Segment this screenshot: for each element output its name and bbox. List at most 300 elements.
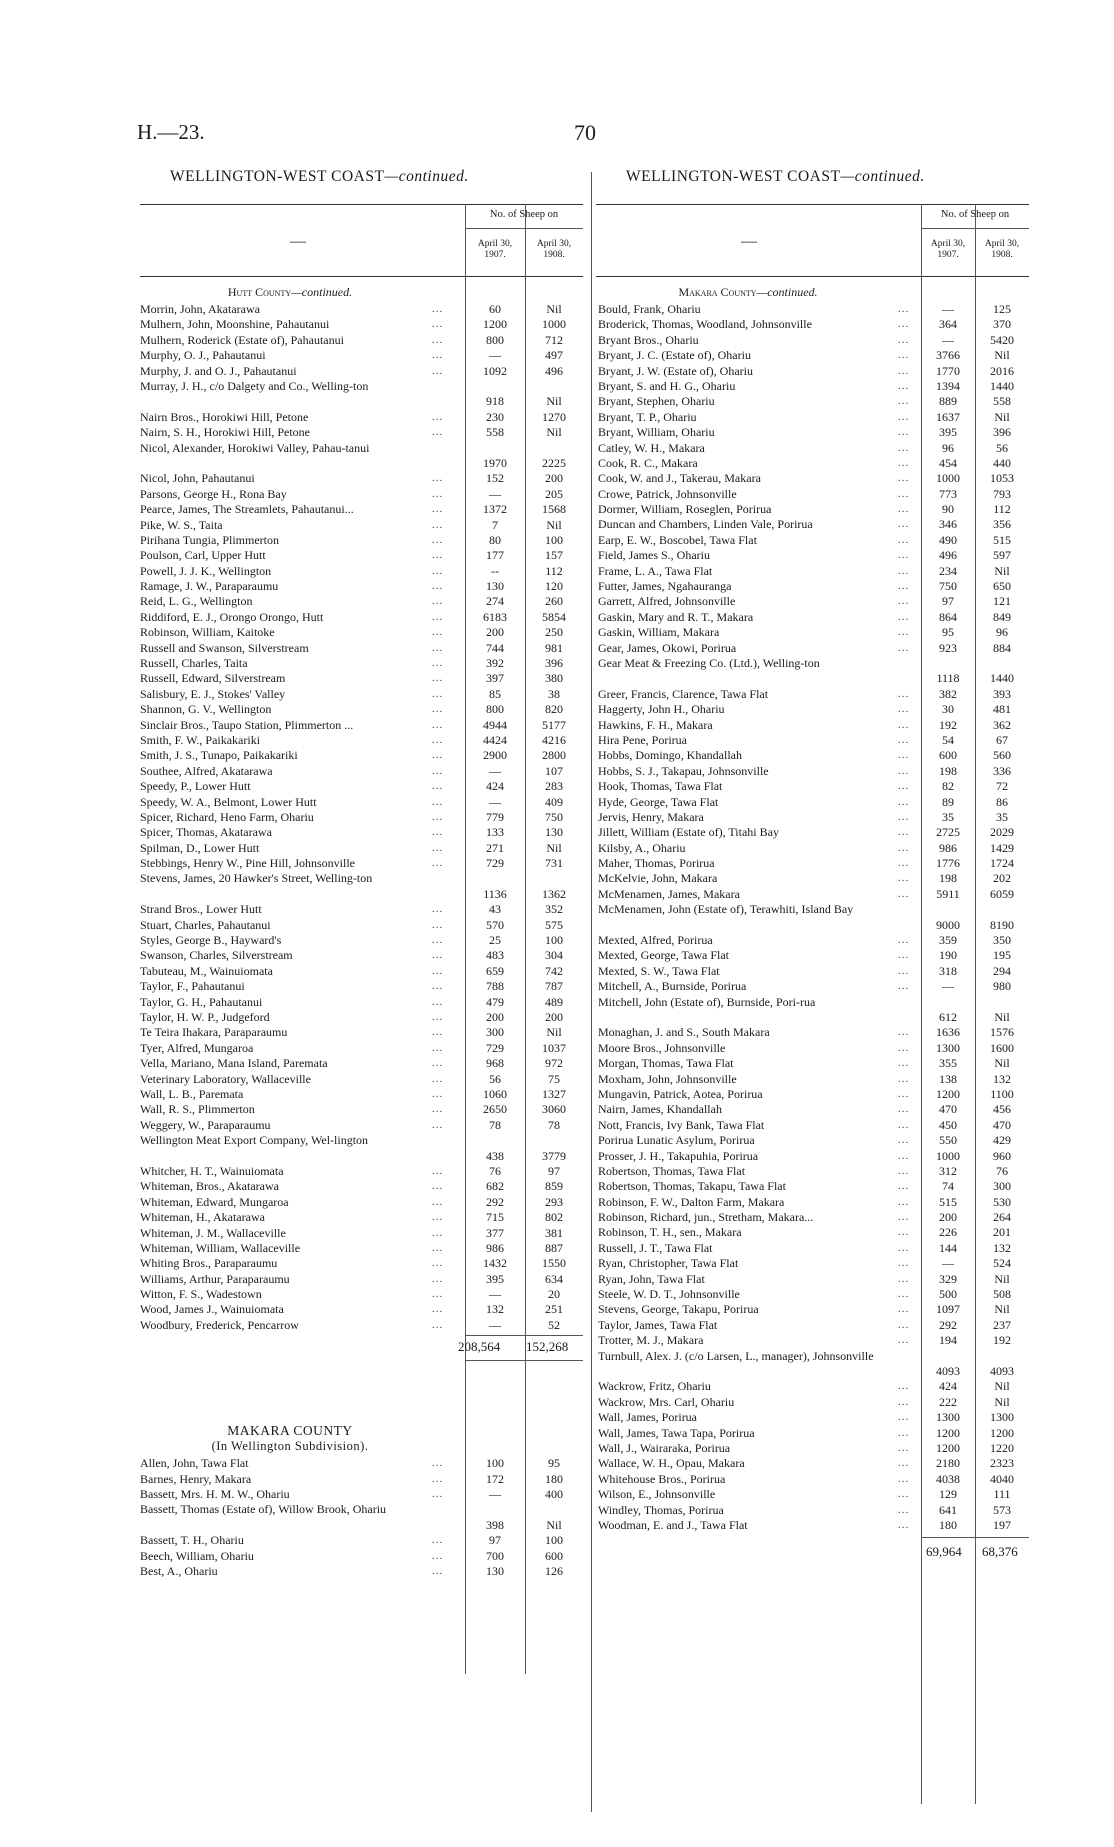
value-1908: 100 bbox=[545, 1533, 563, 1548]
value-1908: 3779 bbox=[542, 1148, 566, 1163]
value-1907: 4038 bbox=[936, 1471, 960, 1486]
value-1908: 558 bbox=[993, 394, 1011, 409]
leader-dots: ... bbox=[432, 303, 444, 315]
table-row bbox=[140, 502, 583, 517]
leader-dots: ... bbox=[898, 1380, 910, 1393]
value-1907: 56 bbox=[489, 1071, 501, 1086]
makara-total-row bbox=[598, 1538, 1029, 1558]
value-1908: 192 bbox=[993, 1333, 1011, 1348]
row-name: Whitcher, H. T., Wainuiomata bbox=[140, 1163, 284, 1178]
value-1907: 364 bbox=[939, 317, 957, 332]
table-row bbox=[598, 656, 1029, 687]
value-1907: 194 bbox=[939, 1333, 957, 1348]
row-name: McKelvie, John, Makara bbox=[598, 871, 718, 886]
row-name: Spicer, Richard, Heno Farm, Ohariu bbox=[140, 809, 314, 824]
value-1908: 8190 bbox=[990, 917, 1014, 932]
value-1907: 133 bbox=[486, 825, 504, 840]
row-name: Powell, J. J. K., Wellington bbox=[140, 563, 272, 578]
table-row bbox=[598, 1318, 1029, 1333]
table-row bbox=[598, 564, 1029, 579]
value-1908: 960 bbox=[993, 1148, 1011, 1163]
table-row bbox=[598, 1441, 1029, 1456]
value-1907: 312 bbox=[939, 1163, 957, 1178]
value-1907: 152 bbox=[486, 471, 504, 486]
table-row bbox=[598, 871, 1029, 886]
value-1908: Nil bbox=[994, 1394, 1010, 1409]
leader-dots: ... bbox=[432, 764, 444, 777]
leader-dots: ... bbox=[898, 810, 910, 823]
right-header-blank-dash: — bbox=[741, 233, 757, 250]
value-1908: 2029 bbox=[990, 825, 1014, 840]
value-1908: 120 bbox=[545, 579, 563, 594]
table-row bbox=[598, 1133, 1029, 1148]
table-row bbox=[598, 1487, 1029, 1502]
row-name: Nott, Francis, Ivy Bank, Tawa Flat bbox=[598, 1117, 765, 1132]
row-name: Wackrow, Fritz, Ohariu bbox=[598, 1379, 711, 1394]
row-name: Robinson, Richard, jun., Stretham, Makara... bbox=[598, 1210, 814, 1225]
leader-dots: ... bbox=[898, 1303, 910, 1316]
table-row bbox=[140, 656, 583, 671]
leader-dots: ... bbox=[432, 564, 444, 577]
row-name: Ryan, Christopher, Tawa Flat bbox=[598, 1256, 739, 1271]
value-1907: 1970 bbox=[483, 455, 507, 470]
value-1908: 573 bbox=[993, 1502, 1011, 1517]
row-name: Earp, E. W., Boscobel, Tawa Flat bbox=[598, 532, 757, 547]
value-1907: 424 bbox=[486, 779, 504, 794]
leader-dots: ... bbox=[432, 1226, 444, 1239]
table-row bbox=[140, 1133, 583, 1164]
leader-dots: ... bbox=[898, 733, 910, 746]
table-row bbox=[140, 1241, 583, 1256]
value-1908: 1550 bbox=[542, 1256, 566, 1271]
document-reference: H.—23. bbox=[137, 120, 205, 144]
table-row bbox=[598, 933, 1029, 948]
value-1907: — bbox=[489, 348, 501, 363]
table-row bbox=[140, 1164, 583, 1179]
table-row bbox=[140, 579, 583, 594]
value-1907: 382 bbox=[939, 686, 957, 701]
row-name: Shannon, G. V., Wellington bbox=[140, 702, 272, 717]
value-1908: 97 bbox=[548, 1163, 560, 1178]
value-1907: 25 bbox=[489, 933, 501, 948]
leader-dots: ... bbox=[898, 1488, 910, 1501]
hutt-county-rows bbox=[140, 302, 583, 1333]
leader-dots: ... bbox=[898, 1072, 910, 1085]
value-1907: 1060 bbox=[483, 1086, 507, 1101]
table-row bbox=[598, 1272, 1029, 1287]
value-1908: 56 bbox=[996, 440, 1008, 455]
value-1908: 100 bbox=[545, 532, 563, 547]
value-1908: 157 bbox=[545, 548, 563, 563]
row-name: Frame, L. A., Tawa Flat bbox=[598, 563, 713, 578]
row-name: Bassett, Thomas (Estate of), Willow Brook, Ohariu bbox=[140, 1502, 387, 1517]
row-name: Hobbs, Domingo, Khandallah bbox=[598, 748, 742, 763]
row-name: Spilman, D., Lower Hutt bbox=[140, 840, 260, 855]
table-row bbox=[598, 764, 1029, 779]
leader-dots: ... bbox=[898, 1087, 910, 1100]
value-1908: 400 bbox=[545, 1487, 563, 1502]
value-1907: 300 bbox=[486, 1025, 504, 1040]
value-1908: 4040 bbox=[990, 1471, 1014, 1486]
value-1908: Nil bbox=[546, 394, 562, 409]
table-row bbox=[140, 1102, 583, 1117]
value-1907: 30 bbox=[942, 702, 954, 717]
value-1907: 85 bbox=[489, 686, 501, 701]
value-1907: 392 bbox=[486, 656, 504, 671]
row-name: Nicol, John, Pahautanui bbox=[140, 471, 255, 486]
leader-dots: ... bbox=[432, 1011, 444, 1024]
value-1907: 1372 bbox=[483, 502, 507, 517]
value-1908: 981 bbox=[545, 640, 563, 655]
table-row bbox=[598, 333, 1029, 348]
row-name: Whiteman, J. M., Wallaceville bbox=[140, 1225, 286, 1240]
table-row bbox=[598, 410, 1029, 425]
leader-dots: ... bbox=[898, 1257, 910, 1270]
table-row bbox=[140, 1287, 583, 1302]
value-1908: 260 bbox=[545, 594, 563, 609]
table-row bbox=[598, 348, 1029, 363]
leader-dots: ... bbox=[432, 964, 444, 977]
row-name: Turnbull, Alex. J. (c/o Larsen, L., manager), Johnsonville bbox=[598, 1348, 874, 1363]
row-name: Russell and Swanson, Silverstream bbox=[140, 640, 309, 655]
value-1907: 397 bbox=[486, 671, 504, 686]
leader-dots: ... bbox=[432, 795, 444, 808]
value-1907: 729 bbox=[486, 856, 504, 871]
leader-dots: ... bbox=[432, 349, 444, 362]
value-1907: 744 bbox=[486, 640, 504, 655]
left-title-main: WELLINGTON-WEST COAST bbox=[170, 168, 385, 185]
row-name: Hyde, George, Tawa Flat bbox=[598, 794, 719, 809]
leader-dots: ... bbox=[432, 934, 444, 947]
leader-dots: ... bbox=[898, 1241, 910, 1254]
value-1907: — bbox=[489, 763, 501, 778]
table-row bbox=[140, 548, 583, 563]
value-1907: 359 bbox=[939, 933, 957, 948]
section-makara-continued: —continued. bbox=[756, 285, 818, 299]
table-row bbox=[140, 518, 583, 533]
table-row bbox=[140, 410, 583, 425]
row-name: Wilson, E., Johnsonville bbox=[598, 1487, 716, 1502]
table-row bbox=[598, 1087, 1029, 1102]
leader-dots: ... bbox=[898, 1195, 910, 1208]
value-1908: 200 bbox=[545, 471, 563, 486]
left-header-blank-dash: — bbox=[290, 233, 306, 250]
value-1907: 198 bbox=[939, 763, 957, 778]
value-1907: 226 bbox=[939, 1225, 957, 1240]
table-row bbox=[598, 1379, 1029, 1394]
table-row bbox=[140, 1256, 583, 1271]
table-row bbox=[140, 1472, 583, 1487]
value-1907: 570 bbox=[486, 917, 504, 932]
value-1907: 90 bbox=[942, 502, 954, 517]
table-row bbox=[140, 1025, 583, 1040]
row-name: Stebbings, Henry W., Pine Hill, Johnsonville bbox=[140, 856, 356, 871]
table-row bbox=[598, 1256, 1029, 1271]
value-1908: 125 bbox=[993, 302, 1011, 316]
value-1908: 409 bbox=[545, 794, 563, 809]
value-1908: 112 bbox=[545, 563, 563, 578]
hutt-total-row bbox=[140, 1336, 583, 1356]
value-1907: 395 bbox=[939, 425, 957, 440]
row-name: Hobbs, S. J., Takapau, Johnsonville bbox=[598, 763, 769, 778]
row-name: Wellington Meat Export Company, Wel-lington bbox=[140, 1133, 369, 1148]
leader-dots: ... bbox=[432, 1195, 444, 1208]
table-row bbox=[140, 1210, 583, 1225]
value-1908: 304 bbox=[545, 948, 563, 963]
row-name: Salisbury, E. J., Stokes' Valley bbox=[140, 686, 286, 701]
table-row bbox=[140, 1487, 583, 1502]
row-name: Morrin, John, Akatarawa bbox=[140, 302, 260, 316]
leader-dots: ... bbox=[898, 426, 910, 439]
value-1908: 1440 bbox=[990, 671, 1014, 686]
table-row bbox=[140, 348, 583, 363]
leader-dots: ... bbox=[432, 1257, 444, 1270]
value-1907: 89 bbox=[942, 794, 954, 809]
value-1907: 1000 bbox=[936, 1148, 960, 1163]
row-name: Riddiford, E. J., Orongo Orongo, Hutt bbox=[140, 609, 324, 624]
value-1908: 205 bbox=[545, 486, 563, 501]
table-row bbox=[140, 594, 583, 609]
value-1907: 4093 bbox=[936, 1364, 960, 1378]
value-1908: 96 bbox=[996, 625, 1008, 640]
value-1908: 294 bbox=[993, 963, 1011, 978]
value-1908: 1100 bbox=[990, 1086, 1014, 1101]
row-name: Bryant, Stephen, Ohariu bbox=[598, 394, 715, 409]
value-1908: 650 bbox=[993, 579, 1011, 594]
table-row bbox=[598, 1349, 1029, 1380]
value-1907: 78 bbox=[489, 1117, 501, 1132]
value-1907: 500 bbox=[939, 1287, 957, 1302]
value-1908: Nil bbox=[546, 1025, 562, 1040]
value-1908: 972 bbox=[545, 1056, 563, 1071]
value-1907: 715 bbox=[486, 1210, 504, 1225]
table-row bbox=[140, 1118, 583, 1133]
value-1907: 1200 bbox=[936, 1086, 960, 1101]
leader-dots: ... bbox=[898, 518, 910, 531]
value-1908: 107 bbox=[545, 763, 563, 778]
value-1908: 237 bbox=[993, 1317, 1011, 1332]
value-1908: Nil bbox=[546, 840, 562, 855]
table-row bbox=[140, 1456, 583, 1471]
makara-total-1908: 68,376 bbox=[982, 1544, 1018, 1560]
value-1907: 1118 bbox=[936, 671, 960, 686]
table-row bbox=[598, 810, 1029, 825]
left-rows bbox=[140, 285, 583, 1579]
row-name: Bryant, William, Ohariu bbox=[598, 425, 715, 440]
row-name: Whiteman, Bros., Akatarawa bbox=[140, 1179, 279, 1194]
row-name: Bryant Bros., Ohariu bbox=[598, 332, 699, 347]
value-1907: -- bbox=[491, 563, 499, 578]
row-name: Monaghan, J. and S., South Makara bbox=[598, 1025, 770, 1040]
value-1908: 202 bbox=[993, 871, 1011, 886]
row-name: Woodbury, Frederick, Pencarrow bbox=[140, 1317, 299, 1332]
row-name: Gear, James, Okowi, Porirua bbox=[598, 640, 737, 655]
value-1907: 800 bbox=[486, 702, 504, 717]
value-1907: 35 bbox=[942, 809, 954, 824]
row-name: Bryant, T. P., Ohariu bbox=[598, 409, 697, 424]
value-1908: 793 bbox=[993, 486, 1011, 501]
value-1908: 4216 bbox=[542, 732, 566, 747]
leader-dots: ... bbox=[898, 441, 910, 454]
row-name: Hawkins, F. H., Makara bbox=[598, 717, 713, 732]
leader-dots: ... bbox=[432, 626, 444, 639]
leader-dots: ... bbox=[432, 1564, 444, 1577]
value-1908: 712 bbox=[545, 332, 563, 347]
leader-dots: ... bbox=[432, 1272, 444, 1285]
value-1907: 132 bbox=[486, 1302, 504, 1317]
value-1907: 1300 bbox=[936, 1410, 960, 1425]
leader-dots: ... bbox=[432, 518, 444, 531]
hutt-total-1908: 152,268 bbox=[526, 1339, 569, 1355]
row-name: Mulhern, Roderick (Estate of), Pahautanui bbox=[140, 332, 344, 347]
value-1908: 887 bbox=[545, 1240, 563, 1255]
value-1908: 396 bbox=[993, 425, 1011, 440]
row-name: Mexted, Alfred, Porirua bbox=[598, 933, 713, 948]
value-1907: 96 bbox=[942, 440, 954, 455]
value-1908: 95 bbox=[548, 1456, 560, 1471]
table-row bbox=[598, 1503, 1029, 1518]
value-1908: 634 bbox=[545, 1271, 563, 1286]
value-1907: 773 bbox=[939, 486, 957, 501]
value-1907: 490 bbox=[939, 532, 957, 547]
row-name: Prosser, J. H., Takapuhia, Porirua bbox=[598, 1148, 759, 1163]
row-name: Wallace, W. H., Opau, Makara bbox=[598, 1456, 745, 1471]
table-row bbox=[140, 856, 583, 871]
table-row bbox=[140, 441, 583, 472]
value-1908: 1440 bbox=[990, 378, 1014, 393]
value-1908: 4093 bbox=[990, 1364, 1014, 1378]
value-1908: 362 bbox=[993, 717, 1011, 732]
value-1908: 980 bbox=[993, 979, 1011, 994]
row-name: Field, James S., Ohariu bbox=[598, 548, 710, 563]
value-1908: 496 bbox=[545, 363, 563, 378]
table-row bbox=[598, 687, 1029, 702]
table-row bbox=[598, 702, 1029, 717]
row-name: Haggerty, John H., Ohariu bbox=[598, 702, 725, 717]
row-name: Strand Bros., Lower Hutt bbox=[140, 902, 262, 917]
row-name: Bryant, J. W. (Estate of), Ohariu bbox=[598, 363, 753, 378]
value-1907: 200 bbox=[939, 1210, 957, 1225]
table-row bbox=[598, 902, 1029, 933]
leader-dots: ... bbox=[432, 426, 444, 439]
table-row bbox=[598, 1179, 1029, 1194]
value-1907: 641 bbox=[939, 1502, 957, 1517]
table-row bbox=[598, 795, 1029, 810]
value-1907: 292 bbox=[486, 1194, 504, 1209]
value-1907: 5911 bbox=[936, 886, 960, 901]
leader-dots: ... bbox=[432, 641, 444, 654]
table-row bbox=[598, 641, 1029, 656]
row-name: Wackrow, Mrs. Carl, Ohariu bbox=[598, 1394, 735, 1409]
value-1908: 530 bbox=[993, 1194, 1011, 1209]
table-row bbox=[140, 1302, 583, 1317]
row-name: Catley, W. H., Makara bbox=[598, 440, 705, 455]
leader-dots: ... bbox=[432, 472, 444, 485]
value-1908: 884 bbox=[993, 640, 1011, 655]
row-name: Wall, R. S., Plimmerton bbox=[140, 1102, 255, 1117]
leader-dots: ... bbox=[898, 1395, 910, 1408]
leader-dots: ... bbox=[898, 1041, 910, 1054]
leader-dots: ... bbox=[898, 564, 910, 577]
value-1907: 2725 bbox=[936, 825, 960, 840]
left-header-subrule bbox=[465, 228, 583, 229]
table-row bbox=[598, 1518, 1029, 1533]
table-row bbox=[598, 1025, 1029, 1040]
right-header-1908: April 30, 1908. bbox=[984, 239, 1020, 260]
value-1907: 329 bbox=[939, 1271, 957, 1286]
value-1908: 132 bbox=[993, 1071, 1011, 1086]
value-1908: 35 bbox=[996, 809, 1008, 824]
value-1908: 1600 bbox=[990, 1040, 1014, 1055]
value-1907: 1637 bbox=[936, 409, 960, 424]
value-1907: 2650 bbox=[483, 1102, 507, 1117]
value-1907: 1776 bbox=[936, 856, 960, 871]
value-1907: 779 bbox=[486, 809, 504, 824]
leader-dots: ... bbox=[898, 1103, 910, 1116]
value-1908: 200 bbox=[545, 1010, 563, 1025]
value-1907: 82 bbox=[942, 779, 954, 794]
value-1908: 470 bbox=[993, 1117, 1011, 1132]
value-1907: 1394 bbox=[936, 378, 960, 393]
row-name: Trotter, M. J., Makara bbox=[598, 1333, 704, 1348]
leader-dots: ... bbox=[432, 810, 444, 823]
leader-dots: ... bbox=[898, 379, 910, 392]
leader-dots: ... bbox=[898, 1457, 910, 1470]
row-name: Southee, Alfred, Akatarawa bbox=[140, 763, 273, 778]
value-1908: 820 bbox=[545, 702, 563, 717]
leader-dots: ... bbox=[898, 1334, 910, 1347]
table-row bbox=[140, 825, 583, 840]
leader-dots: ... bbox=[432, 487, 444, 500]
value-1908: 515 bbox=[993, 532, 1011, 547]
value-1908: 300 bbox=[993, 1179, 1011, 1194]
row-name: Ryan, John, Tawa Flat bbox=[598, 1271, 705, 1286]
value-1908: 787 bbox=[545, 979, 563, 994]
row-name: Wall, L. B., Paremata bbox=[140, 1086, 244, 1101]
leader-dots: ... bbox=[898, 749, 910, 762]
leader-dots: ... bbox=[432, 1057, 444, 1070]
table-row bbox=[598, 825, 1029, 840]
column-separator bbox=[591, 172, 592, 1812]
value-1908: 251 bbox=[545, 1302, 563, 1317]
value-1907: 74 bbox=[942, 1179, 954, 1194]
leader-dots: ... bbox=[898, 1503, 910, 1516]
value-1908: Nil bbox=[546, 425, 562, 440]
leader-dots: ... bbox=[432, 1288, 444, 1301]
value-1907: — bbox=[489, 794, 501, 809]
value-1907: 9000 bbox=[936, 917, 960, 932]
value-1907: 318 bbox=[939, 963, 957, 978]
right-title-main: WELLINGTON-WEST COAST bbox=[626, 168, 841, 185]
row-name: Styles, George B., Hayward's bbox=[140, 933, 282, 948]
value-1907: 1200 bbox=[936, 1440, 960, 1455]
leader-dots: ... bbox=[898, 1441, 910, 1454]
table-row bbox=[140, 795, 583, 810]
leader-dots: ... bbox=[432, 1488, 444, 1501]
leader-dots: ... bbox=[432, 749, 444, 762]
table-row bbox=[140, 610, 583, 625]
left-header-1907: April 30, 1907. bbox=[477, 239, 513, 260]
value-1908: 1362 bbox=[542, 886, 566, 901]
table-row bbox=[598, 625, 1029, 640]
row-name: Beech, William, Ohariu bbox=[140, 1548, 254, 1563]
value-1907: 60 bbox=[489, 302, 501, 316]
table-row bbox=[598, 610, 1029, 625]
section-hutt-title: Hutt County bbox=[227, 285, 292, 299]
value-1907: 1097 bbox=[936, 1302, 960, 1317]
value-1908: 2016 bbox=[990, 363, 1014, 378]
row-name: Hook, Thomas, Tawa Flat bbox=[598, 779, 723, 794]
